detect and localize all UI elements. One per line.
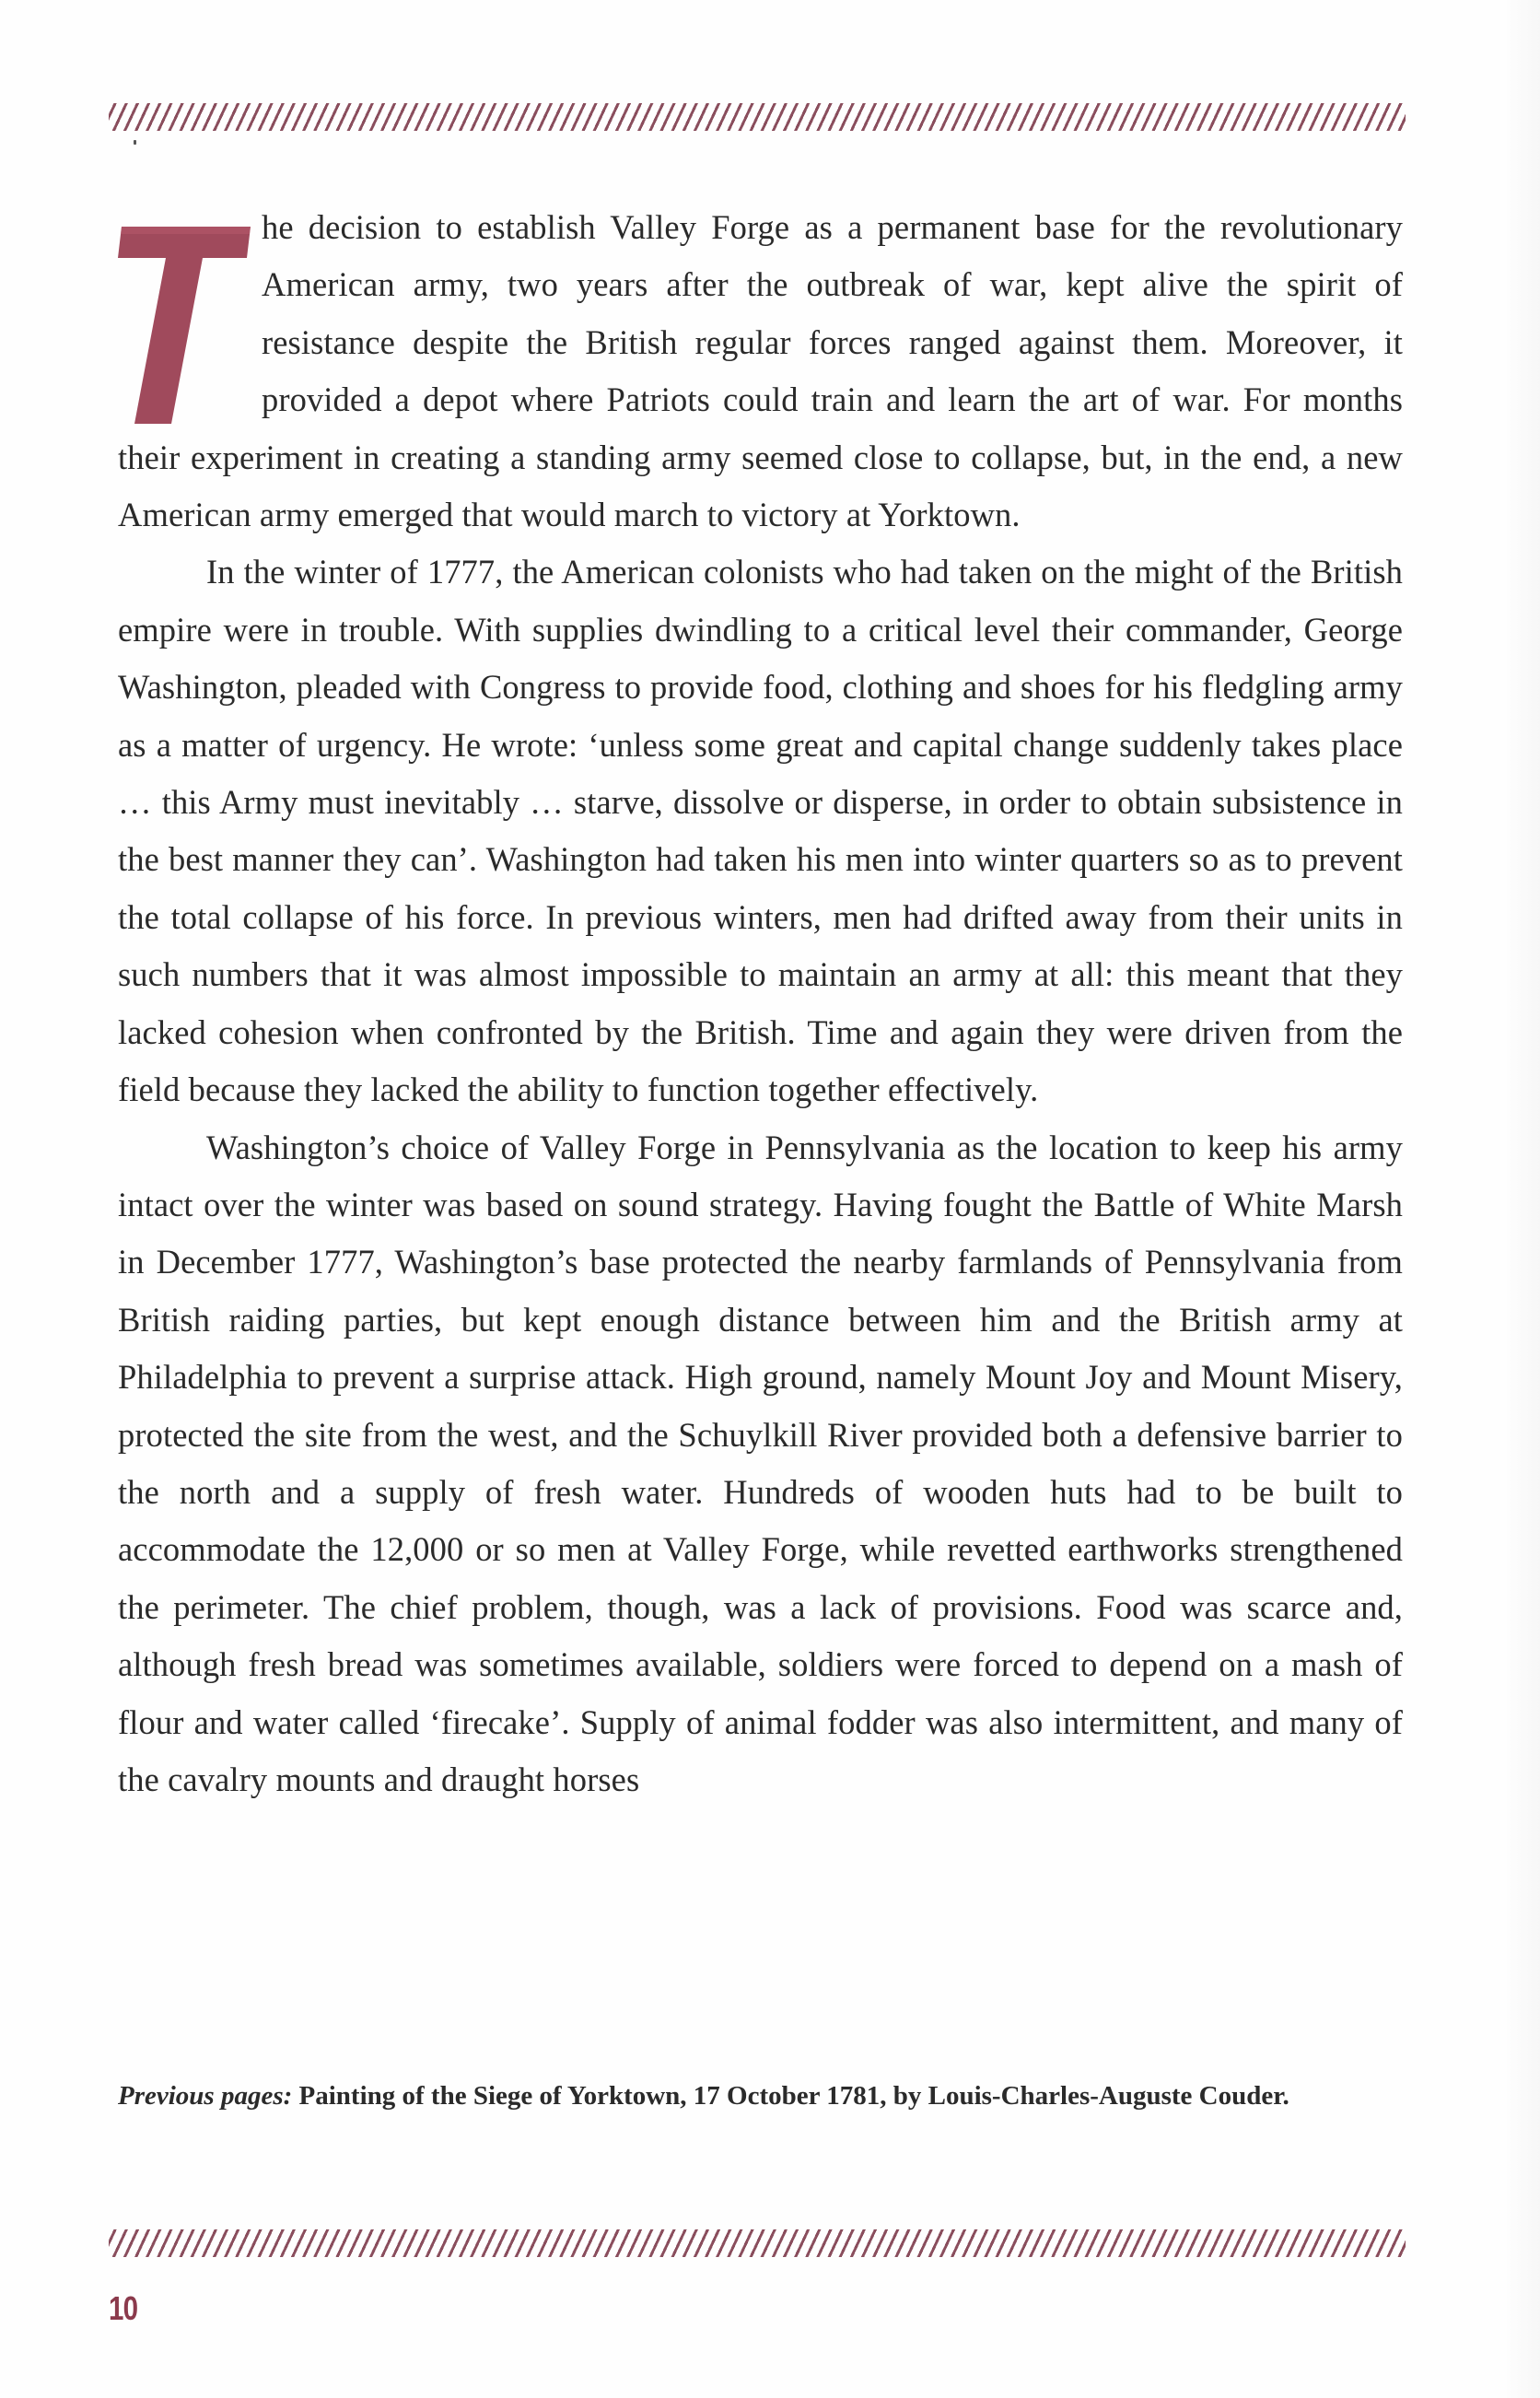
- body-text: [118, 199, 1403, 1808]
- drop-cap-t-icon: [118, 206, 254, 426]
- top-hatch-rule: [109, 103, 1406, 131]
- paragraph-1: [118, 199, 1403, 544]
- stray-mark: [134, 140, 136, 145]
- page-number: 10: [109, 2289, 138, 2327]
- paragraph-2: In the winter of 1777, the American colonists who had taken on the might of the British empire were in trouble. With supplies dwindling to a critical level their commander, George Washington, pleaded with Congress to provide food, clothing and shoes for his fledgling army as a matter of urgency. He wrote: ‘unless some great and capital change suddenly takes place … this Army must inevitably … starve, dissolve or disperse, in order to obtain subsistence in the best manner they can’. Washington had taken his men into winter quarters so as to prevent the total collapse of his force. In previous winters, men had drifted away from their units in such numbers that it was almost impossible to maintain an army at all: this meant that they lacked cohesion when confronted by the British. Time and again they were driven from the field because they lacked the ability to function together effectively.: [118, 553, 1403, 1109]
- figure-caption: [118, 2077, 1306, 2114]
- paragraph-3: Washington’s choice of Valley Forge in Pennsylvania as the location to keep his army intact over the winter was based on sound strategy. Having fought the Battle of White Marsh in December 1777, Washington’s base protected the nearby farmlands of Pennsylvania from British raiding parties, but kept enough distance between him and the British army at Philadelphia to prevent a surprise attack. High ground, namely Mount Joy and Mount Misery, protected the site from the west, and the Schuylkill River provided both a defensive barrier to the north and a supply of fresh water. Hundreds of wooden huts had to be built to accommodate the 12,000 or so men at Valley Forge, while revetted earthworks strengthened the perimeter. The chief problem, though, was a lack of provisions. Food was scarce and, although fresh bread was sometimes available, soldiers were forced to depend on a mash of flour and water called ‘firecake’. Supply of animal fodder was also intermittent, and many of the cavalry mounts and draught horses: [118, 1128, 1403, 1798]
- caption-lead: Previous pages:: [118, 2081, 293, 2111]
- paragraph-1-text: he decision to establish Valley Forge as a permanent base for the revolutionary American army, two years after the outbreak of war, kept alive the spirit of resistance despite the British regular forces ranged against them. Moreover, it provided a depot where Patriots could train and learn the art of war. For months their experiment in creating a standing army seemed close to collapse, but, in the end, a new American army emerged that would march to victory at Yorktown.: [118, 208, 1403, 534]
- page-edge-shadow: [1503, 0, 1540, 2398]
- caption-text: Painting of the Siege of Yorktown, 17 October 1781, by Louis-Charles-Auguste Couder.: [292, 2081, 1289, 2111]
- bottom-hatch-rule: [109, 2229, 1406, 2257]
- drop-cap-glyph: [114, 206, 254, 427]
